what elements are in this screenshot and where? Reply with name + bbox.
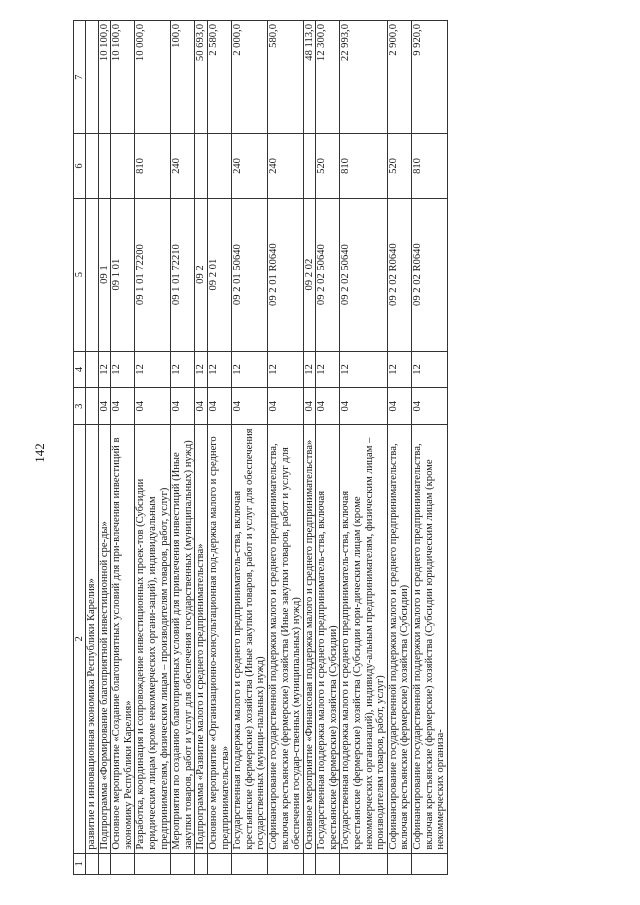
- amount-value: 100,0: [171, 24, 183, 48]
- target-article-code: 09 1 01: [111, 198, 135, 351]
- header-row: [74, 21, 86, 875]
- amount: [340, 21, 387, 134]
- expense-type-code: 810: [135, 134, 171, 198]
- header-cell-7: 7: [74, 21, 86, 134]
- empty-cell: [303, 853, 316, 874]
- subsection-code: [86, 351, 99, 388]
- header-cell-4: 4: [74, 351, 86, 388]
- subsection-code: 12: [387, 351, 411, 388]
- empty-cell: [135, 853, 171, 874]
- amount-value: 48 113,0: [303, 24, 315, 61]
- target-article-code: 09 2 01: [207, 198, 231, 351]
- target-article-code: 09 1 01 72200: [135, 198, 171, 351]
- target-article-code: 09 2 02 50640: [316, 198, 340, 351]
- section-code: 04: [135, 388, 171, 425]
- amount: [98, 21, 111, 134]
- amount-value: 2 900,0: [387, 24, 399, 56]
- target-article-code: [86, 198, 99, 351]
- budget-table: [73, 20, 448, 875]
- table-row: [86, 21, 99, 875]
- row-name: Софинансирование государственной поддержки малого и среднего предпринимательства, включая крестьянские (фермерские) хозяйства (Иные закупки товаров, работ и услуг для обеспечения государ-ственных (муниципальных) нужд): [267, 425, 303, 854]
- expense-type-code: 240: [171, 134, 195, 198]
- row-name: Софинансирование государственной поддержки малого и среднего предпринимательства, включая крестьянские (фермерские) хозяйства (Субсидии): [387, 425, 411, 854]
- row-name: Мероприятия по созданию благоприятных условий для привлечения инвестиций (Иные закупки товаров, работ и услуг для обеспечения государственных (муниципальных) нужд): [171, 425, 195, 854]
- row-name: Основное мероприятие «Финансовая поддержка малого и среднего предпринимательства»: [303, 425, 316, 854]
- section-code: 04: [412, 388, 448, 425]
- subsection-code: 12: [340, 351, 387, 388]
- subsection-code: 12: [111, 351, 135, 388]
- header-cell-2: 2: [74, 425, 86, 854]
- amount: [267, 21, 303, 134]
- subsection-code: 12: [267, 351, 303, 388]
- section-code: 04: [195, 388, 208, 425]
- amount-value: 2 580,0: [207, 24, 219, 56]
- section-code: 04: [111, 388, 135, 425]
- table-row: [303, 21, 316, 875]
- empty-cell: [195, 853, 208, 874]
- target-article-code: 09 1: [98, 198, 111, 351]
- target-article-code: 09 2 02 R0640: [387, 198, 411, 351]
- row-name: Государственная поддержка малого и среднего предприниматель-ства, включая крестьянские (фермерские) хозяйства (Субсидии юри-дическим лицам (кроме некоммерческих организаций), индивиду-альным предпринимателям, физическим лицам – производителям товаров, работ, услуг): [340, 425, 387, 854]
- empty-cell: [207, 853, 231, 874]
- section-code: 04: [340, 388, 387, 425]
- budget-table-container: [73, 20, 598, 875]
- row-name: Разработка, координация и сопровождение инвестиционных проек-тов (Субсидии юридическим лицам (кроме некоммерческих органи-заций), индивидуальным предпринимателям, физическим лицам – производителям товаров, работ, услуг): [135, 425, 171, 854]
- table-row: [207, 21, 231, 875]
- subsection-code: 12: [135, 351, 171, 388]
- expense-type-code: 520: [387, 134, 411, 198]
- table-row: [111, 21, 135, 875]
- target-article-code: 09 2 01 50640: [232, 198, 268, 351]
- expense-type-code: [86, 134, 99, 198]
- target-article-code: 09 2 02: [303, 198, 316, 351]
- table-row: [232, 21, 268, 875]
- page-number: 142: [32, 443, 47, 463]
- amount: [232, 21, 268, 134]
- subsection-code: 12: [171, 351, 195, 388]
- target-article-code: 09 2 02 50640: [340, 198, 387, 351]
- table-row: [316, 21, 340, 875]
- table-row: [135, 21, 171, 875]
- section-code: 04: [267, 388, 303, 425]
- amount: [171, 21, 195, 134]
- expense-type-code: [303, 134, 316, 198]
- section-code: [86, 388, 99, 425]
- header-cell-3: 3: [74, 388, 86, 425]
- amount: [111, 21, 135, 134]
- section-code: 04: [171, 388, 195, 425]
- row-name: Основное мероприятие «Создание благоприятных условий для при-влечения инвестиций в экономику Республики Карелия»: [111, 425, 135, 854]
- amount: [86, 21, 99, 134]
- empty-cell: [316, 853, 340, 874]
- section-code: 04: [316, 388, 340, 425]
- row-name: Подпрограмма «Формирование благоприятной инвестиционной сре-ды»: [98, 425, 111, 854]
- subsection-code: 12: [98, 351, 111, 388]
- section-code: 04: [98, 388, 111, 425]
- amount: [207, 21, 231, 134]
- row-name: Основное мероприятие «Организационно-консультационная под-держка малого и среднего предпринимательства»: [207, 425, 231, 854]
- expense-type-code: 810: [340, 134, 387, 198]
- amount-value: 10 000,0: [135, 24, 147, 62]
- empty-cell: [340, 853, 387, 874]
- amount-value: 12 300,0: [316, 24, 328, 62]
- amount-value: [86, 24, 98, 130]
- expense-type-code: 240: [267, 134, 303, 198]
- empty-cell: [98, 853, 111, 874]
- amount: [316, 21, 340, 134]
- target-article-code: 09 2: [195, 198, 208, 351]
- amount: [412, 21, 448, 134]
- empty-cell: [387, 853, 411, 874]
- subsection-code: 12: [195, 351, 208, 388]
- amount-value: 10 100,0: [111, 24, 123, 62]
- amount: [303, 21, 316, 134]
- table-row: [171, 21, 195, 875]
- table-row: [387, 21, 411, 875]
- table-row: [412, 21, 448, 875]
- amount: [135, 21, 171, 134]
- expense-type-code: [98, 134, 111, 198]
- amount-value: 9 920,0: [412, 24, 424, 56]
- target-article-code: 09 2 01 R0640: [267, 198, 303, 351]
- empty-cell: [171, 853, 195, 874]
- empty-cell: [267, 853, 303, 874]
- header-cell-6: 6: [74, 134, 86, 198]
- section-code: 04: [232, 388, 268, 425]
- table-row: [98, 21, 111, 875]
- subsection-code: 12: [303, 351, 316, 388]
- subsection-code: 12: [412, 351, 448, 388]
- amount: [195, 21, 208, 134]
- empty-cell: [86, 853, 99, 874]
- header-cell-1: 1: [74, 853, 86, 874]
- expense-type-code: [207, 134, 231, 198]
- section-code: 04: [387, 388, 411, 425]
- subsection-code: 12: [316, 351, 340, 388]
- amount-value: 22 993,0: [340, 24, 352, 62]
- section-code: 04: [303, 388, 316, 425]
- table-row: [340, 21, 387, 875]
- target-article-code: 09 1 01 72210: [171, 198, 195, 351]
- row-name: Софинансирование государственной поддержки малого и среднего предпринимательства, включая крестьянские (фермерские) хозяйства (Субсидии юридическим лицам (кроме некоммерческих организа-: [412, 425, 448, 854]
- empty-cell: [232, 853, 268, 874]
- expense-type-code: [195, 134, 208, 198]
- row-name: Подпрограмма «Развитие малого и среднего предпринимательства»: [195, 425, 208, 854]
- amount-value: 580,0: [267, 24, 279, 48]
- row-name: Государственная поддержка малого и среднего предприниматель-ства, включая крестьянские (фермерские) хозяйства (Иные закупки товаров, работ и услуг для обеспечения государственных (муници-пальных) нужд): [232, 425, 268, 854]
- amount: [387, 21, 411, 134]
- expense-type-code: 520: [316, 134, 340, 198]
- expense-type-code: 810: [412, 134, 448, 198]
- target-article-code: 09 2 02 R0640: [412, 198, 448, 351]
- amount-value: 10 100,0: [98, 24, 110, 62]
- section-code: 04: [207, 388, 231, 425]
- table-row: [267, 21, 303, 875]
- expense-type-code: [111, 134, 135, 198]
- table-row: [195, 21, 208, 875]
- amount-value: 2 000,0: [232, 24, 244, 56]
- amount-value: 50 693,0: [195, 24, 207, 62]
- table-body: [86, 21, 448, 875]
- subsection-code: 12: [232, 351, 268, 388]
- row-name: Государственная поддержка малого и среднего предприниматель-ства, включая крестьянские (фермерские) хозяйства (Субсидии): [316, 425, 340, 854]
- row-name: развитие и инновационная экономика Республики Карелия»: [86, 425, 99, 854]
- expense-type-code: 240: [232, 134, 268, 198]
- subsection-code: 12: [207, 351, 231, 388]
- empty-cell: [111, 853, 135, 874]
- header-cell-5: 5: [74, 198, 86, 351]
- empty-cell: [412, 853, 448, 874]
